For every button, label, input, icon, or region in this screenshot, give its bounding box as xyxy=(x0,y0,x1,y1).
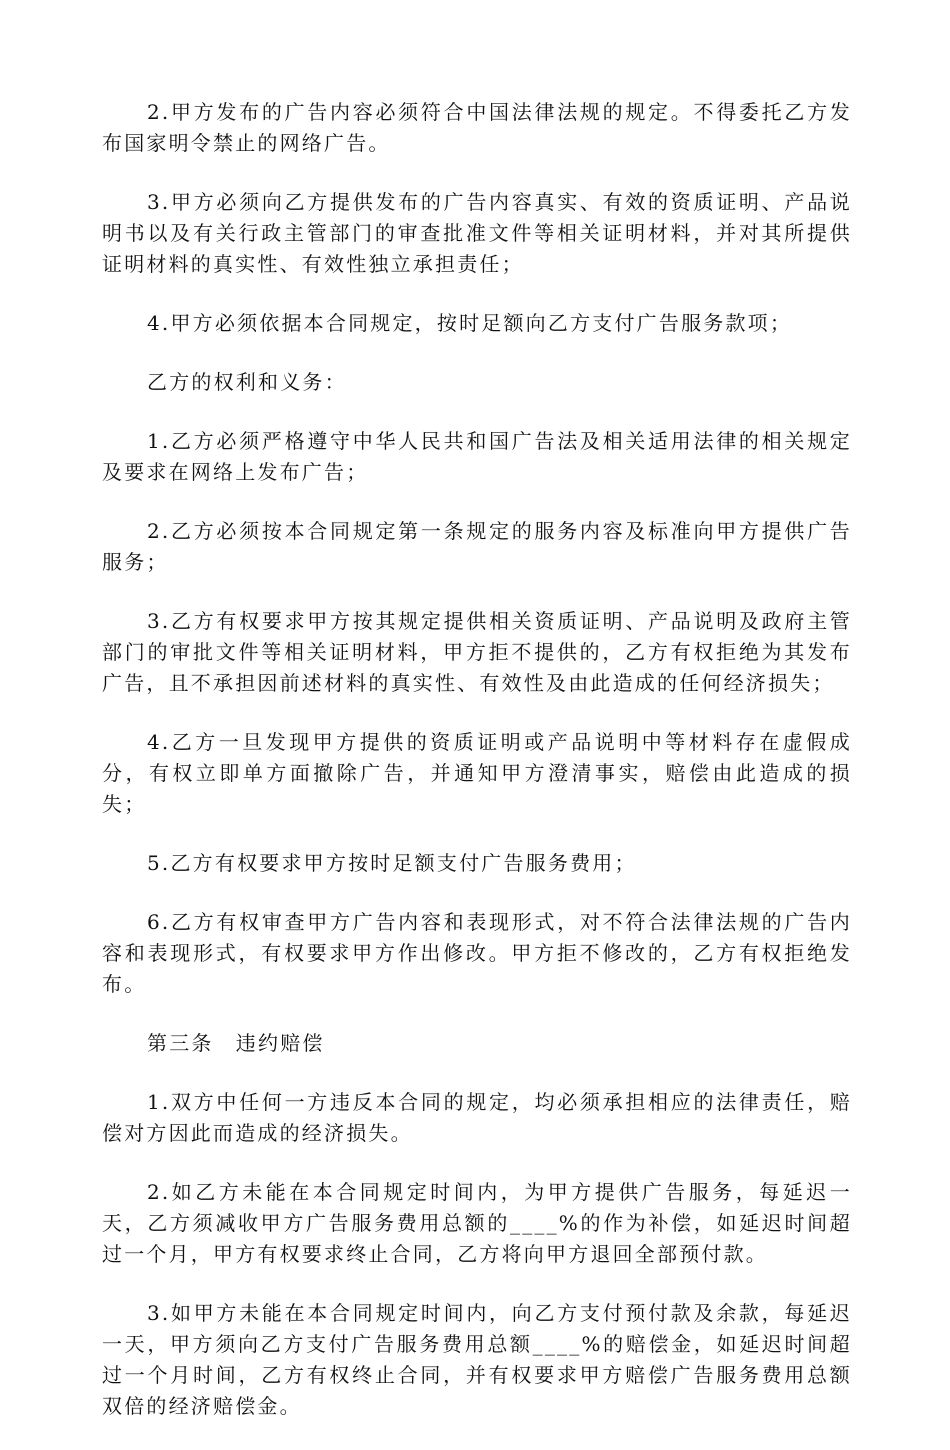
paragraph-party-b-duty-1: 1.乙方必须严格遵守中华人民共和国广告法及相关适用法律的相关规定及要求在网络上发布广告； xyxy=(102,429,852,484)
paragraph-party-b-duty-3: 3.乙方有权要求甲方按其规定提供相关资质证明、产品说明及政府主管部门的审批文件等相关证明材料，甲方拒不提供的，乙方有权拒绝为其发布广告，且不承担因前述材料的真实性、有效性及由此造成的任何经济损失； xyxy=(102,609,852,695)
paragraph-party-b-duty-5: 5.乙方有权要求甲方按时足额支付广告服务费用； xyxy=(147,851,637,875)
paragraph-party-b-duty-4: 4.乙方一旦发现甲方提供的资质证明或产品说明中等材料存在虚假成分，有权立即单方面撤除广告，并通知甲方澄清事实，赔偿由此造成的损失； xyxy=(102,730,852,816)
paragraph-breach-2: 2.如乙方未能在本合同规定时间内，为甲方提供广告服务，每延迟一天，乙方须减收甲方广告服务费用总额的____%的作为补偿，如延迟时间超过一个月，甲方有权要求终止合同，乙方将向甲方退回全部预付款。 xyxy=(102,1180,852,1266)
paragraph-party-b-duty-6: 6.乙方有权审查甲方广告内容和表现形式，对不符合法律法规的广告内容和表现形式，有权要求甲方作出修改。甲方拒不修改的，乙方有权拒绝发布。 xyxy=(102,910,852,996)
paragraph-breach-3: 3.如甲方未能在本合同规定时间内，向乙方支付预付款及余款，每延迟一天，甲方须向乙方支付广告服务费用总额____%的赔偿金，如延迟时间超过一个月时间，乙方有权终止合同，并有权要求甲方赔偿广告服务费用总额双倍的经济赔偿金。 xyxy=(102,1301,852,1418)
paragraph-party-b-duty-2: 2.乙方必须按本合同规定第一条规定的服务内容及标准向甲方提供广告服务； xyxy=(102,519,852,574)
paragraph-party-a-duty-3: 3.甲方必须向乙方提供发布的广告内容真实、有效的资质证明、产品说明书以及有关行政主管部门的审查批准文件等相关证明材料，并对其所提供证明材料的真实性、有效性独立承担责任； xyxy=(102,190,852,276)
paragraph-party-a-duty-2: 2.甲方发布的广告内容必须符合中国法律法规的规定。不得委托乙方发布国家明令禁止的网络广告。 xyxy=(102,100,852,155)
section-heading-party-b-rights: 乙方的权利和义务： xyxy=(147,370,347,394)
paragraph-breach-1: 1.双方中任何一方违反本合同的规定，均必须承担相应的法律责任，赔偿对方因此而造成的经济损失。 xyxy=(102,1090,852,1145)
contract-body xyxy=(102,97,852,1450)
paragraph-party-a-duty-4: 4.甲方必须依据本合同规定，按时足额向乙方支付广告服务款项； xyxy=(147,311,793,335)
article-heading-breach: 第三条 违约赔偿 xyxy=(147,1031,325,1055)
